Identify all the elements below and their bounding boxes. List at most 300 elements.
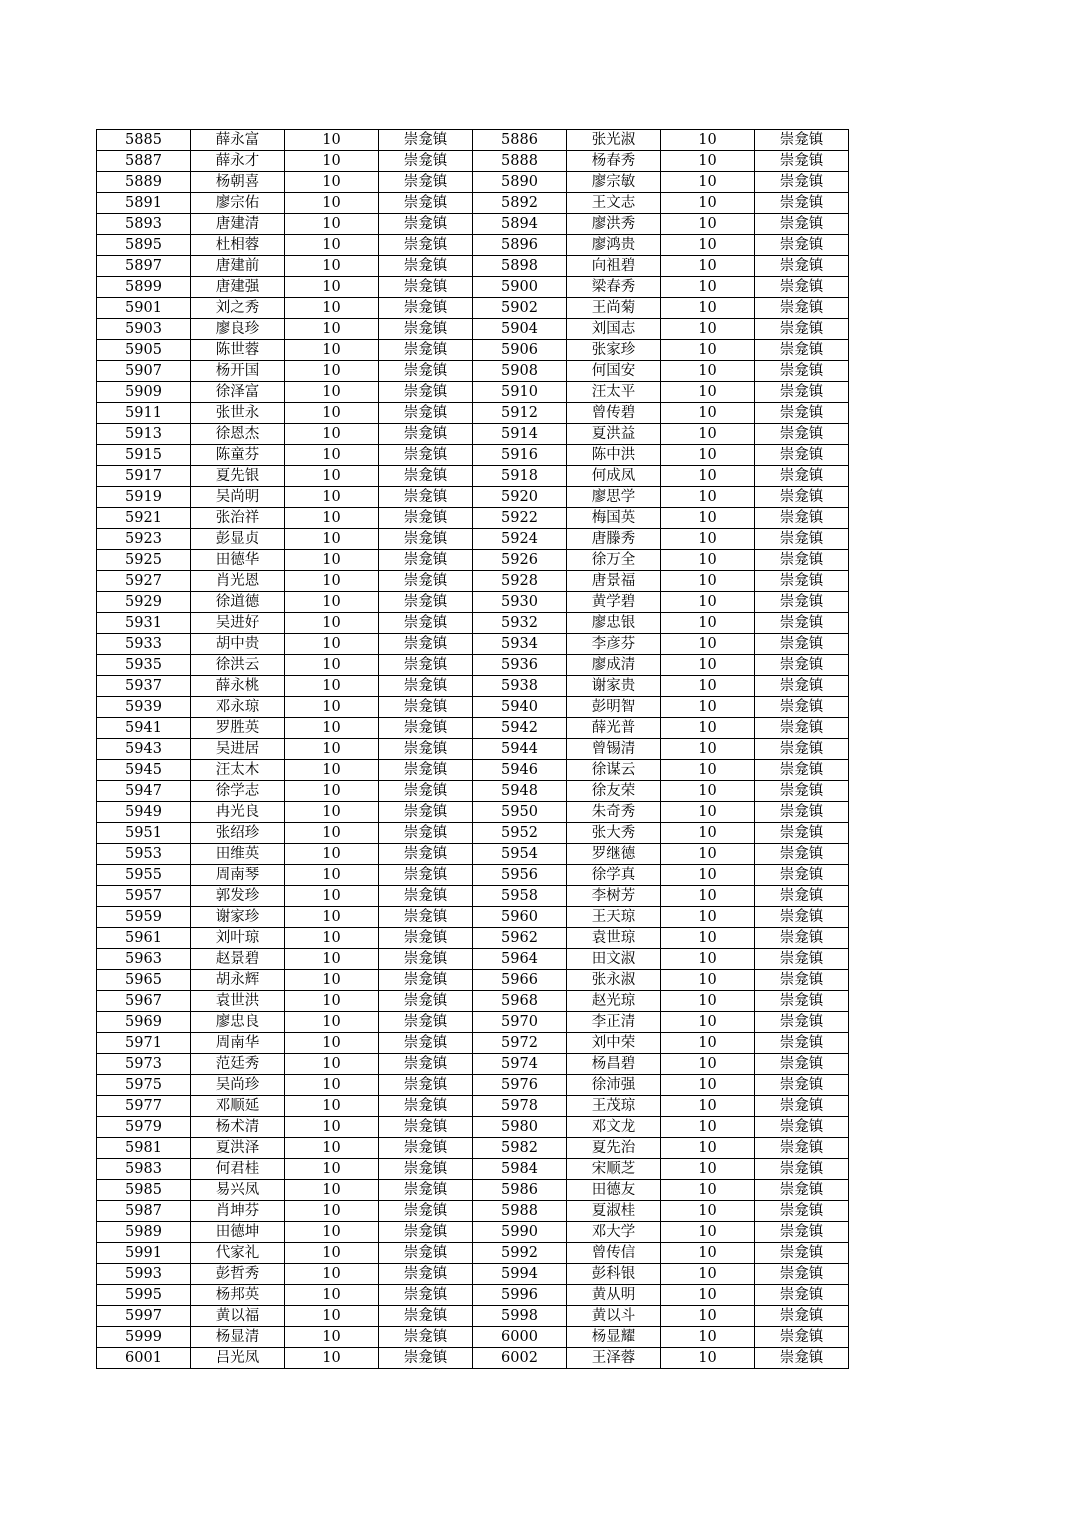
- right-town-cell: 崇龛镇: [755, 1117, 849, 1138]
- left-record-number-cell: 5927: [97, 571, 191, 592]
- left-amount-cell: 10: [285, 571, 379, 592]
- left-amount-cell: 10: [285, 739, 379, 760]
- right-amount-cell: 10: [661, 1117, 755, 1138]
- right-record-number-cell: 6002: [473, 1348, 567, 1369]
- right-amount-cell: 10: [661, 130, 755, 151]
- left-amount-cell: 10: [285, 928, 379, 949]
- right-record-number-cell: 5910: [473, 382, 567, 403]
- left-amount-cell: 10: [285, 634, 379, 655]
- left-town-cell: 崇龛镇: [379, 571, 473, 592]
- left-town-cell: 崇龛镇: [379, 886, 473, 907]
- table-row: [97, 1117, 849, 1138]
- left-person-name-cell: 邓顺延: [191, 1096, 285, 1117]
- right-town-cell: 崇龛镇: [755, 298, 849, 319]
- left-record-number-cell: 5957: [97, 886, 191, 907]
- left-town-cell: 崇龛镇: [379, 1264, 473, 1285]
- right-amount-cell: 10: [661, 865, 755, 886]
- right-person-name-cell: 李正清: [567, 1012, 661, 1033]
- table-row: [97, 235, 849, 256]
- left-town-cell: 崇龛镇: [379, 1243, 473, 1264]
- right-person-name-cell: 陈中洪: [567, 445, 661, 466]
- right-town-cell: 崇龛镇: [755, 1222, 849, 1243]
- table-row: [97, 172, 849, 193]
- right-person-name-cell: 徐沛强: [567, 1075, 661, 1096]
- right-town-cell: 崇龛镇: [755, 361, 849, 382]
- table-row: [97, 1180, 849, 1201]
- left-amount-cell: 10: [285, 424, 379, 445]
- right-person-name-cell: 廖忠银: [567, 613, 661, 634]
- right-amount-cell: 10: [661, 1348, 755, 1369]
- right-record-number-cell: 5888: [473, 151, 567, 172]
- table-row: [97, 1348, 849, 1369]
- left-record-number-cell: 5995: [97, 1285, 191, 1306]
- left-amount-cell: 10: [285, 1285, 379, 1306]
- left-amount-cell: 10: [285, 949, 379, 970]
- left-person-name-cell: 黄以福: [191, 1306, 285, 1327]
- left-record-number-cell: 5905: [97, 340, 191, 361]
- left-amount-cell: 10: [285, 844, 379, 865]
- right-amount-cell: 10: [661, 424, 755, 445]
- table-row: [97, 760, 849, 781]
- left-person-name-cell: 代家礼: [191, 1243, 285, 1264]
- left-amount-cell: 10: [285, 1054, 379, 1075]
- left-amount-cell: 10: [285, 550, 379, 571]
- right-amount-cell: 10: [661, 1264, 755, 1285]
- table-row: [97, 445, 849, 466]
- table-row: [97, 1201, 849, 1222]
- right-amount-cell: 10: [661, 1306, 755, 1327]
- left-record-number-cell: 5925: [97, 550, 191, 571]
- left-town-cell: 崇龛镇: [379, 991, 473, 1012]
- left-amount-cell: 10: [285, 130, 379, 151]
- right-town-cell: 崇龛镇: [755, 970, 849, 991]
- table-row: [97, 151, 849, 172]
- left-amount-cell: 10: [285, 529, 379, 550]
- right-person-name-cell: 何成凤: [567, 466, 661, 487]
- left-town-cell: 崇龛镇: [379, 151, 473, 172]
- left-amount-cell: 10: [285, 193, 379, 214]
- table-row: [97, 1096, 849, 1117]
- right-amount-cell: 10: [661, 529, 755, 550]
- table-row: [97, 277, 849, 298]
- right-town-cell: 崇龛镇: [755, 1243, 849, 1264]
- right-record-number-cell: 5900: [473, 277, 567, 298]
- right-amount-cell: 10: [661, 382, 755, 403]
- right-record-number-cell: 5920: [473, 487, 567, 508]
- table-row: [97, 970, 849, 991]
- left-amount-cell: 10: [285, 718, 379, 739]
- left-record-number-cell: 5969: [97, 1012, 191, 1033]
- left-person-name-cell: 肖光恩: [191, 571, 285, 592]
- right-amount-cell: 10: [661, 550, 755, 571]
- right-amount-cell: 10: [661, 1201, 755, 1222]
- left-town-cell: 崇龛镇: [379, 697, 473, 718]
- left-record-number-cell: 5967: [97, 991, 191, 1012]
- left-amount-cell: 10: [285, 1180, 379, 1201]
- right-town-cell: 崇龛镇: [755, 1012, 849, 1033]
- table-row: [97, 949, 849, 970]
- right-person-name-cell: 谢家贵: [567, 676, 661, 697]
- left-person-name-cell: 肖坤芬: [191, 1201, 285, 1222]
- left-town-cell: 崇龛镇: [379, 193, 473, 214]
- table-row: [97, 655, 849, 676]
- right-person-name-cell: 张家珍: [567, 340, 661, 361]
- right-record-number-cell: 5974: [473, 1054, 567, 1075]
- right-record-number-cell: 5952: [473, 823, 567, 844]
- left-town-cell: 崇龛镇: [379, 1222, 473, 1243]
- left-town-cell: 崇龛镇: [379, 466, 473, 487]
- right-amount-cell: 10: [661, 1180, 755, 1201]
- right-person-name-cell: 唐景福: [567, 571, 661, 592]
- right-amount-cell: 10: [661, 802, 755, 823]
- right-amount-cell: 10: [661, 1285, 755, 1306]
- table-row: [97, 214, 849, 235]
- right-record-number-cell: 5928: [473, 571, 567, 592]
- right-person-name-cell: 黄从明: [567, 1285, 661, 1306]
- right-town-cell: 崇龛镇: [755, 991, 849, 1012]
- left-amount-cell: 10: [285, 1159, 379, 1180]
- left-town-cell: 崇龛镇: [379, 508, 473, 529]
- right-record-number-cell: 5924: [473, 529, 567, 550]
- right-town-cell: 崇龛镇: [755, 1054, 849, 1075]
- right-person-name-cell: 向祖碧: [567, 256, 661, 277]
- right-person-name-cell: 黄以斗: [567, 1306, 661, 1327]
- right-amount-cell: 10: [661, 487, 755, 508]
- left-person-name-cell: 杨显清: [191, 1327, 285, 1348]
- left-person-name-cell: 范廷秀: [191, 1054, 285, 1075]
- right-town-cell: 崇龛镇: [755, 802, 849, 823]
- left-record-number-cell: 5893: [97, 214, 191, 235]
- right-record-number-cell: 5970: [473, 1012, 567, 1033]
- left-town-cell: 崇龛镇: [379, 235, 473, 256]
- table-row: [97, 718, 849, 739]
- right-amount-cell: 10: [661, 1054, 755, 1075]
- right-record-number-cell: 5912: [473, 403, 567, 424]
- right-town-cell: 崇龛镇: [755, 1138, 849, 1159]
- right-record-number-cell: 5966: [473, 970, 567, 991]
- left-town-cell: 崇龛镇: [379, 739, 473, 760]
- left-town-cell: 崇龛镇: [379, 781, 473, 802]
- right-amount-cell: 10: [661, 172, 755, 193]
- right-record-number-cell: 5932: [473, 613, 567, 634]
- right-person-name-cell: 梅国英: [567, 508, 661, 529]
- left-person-name-cell: 郭发珍: [191, 886, 285, 907]
- left-person-name-cell: 田德坤: [191, 1222, 285, 1243]
- right-record-number-cell: 5994: [473, 1264, 567, 1285]
- table-row: [97, 550, 849, 571]
- right-town-cell: 崇龛镇: [755, 571, 849, 592]
- left-person-name-cell: 胡中贵: [191, 634, 285, 655]
- right-amount-cell: 10: [661, 445, 755, 466]
- right-amount-cell: 10: [661, 907, 755, 928]
- table-row: [97, 802, 849, 823]
- right-record-number-cell: 5926: [473, 550, 567, 571]
- left-town-cell: 崇龛镇: [379, 823, 473, 844]
- right-record-number-cell: 5990: [473, 1222, 567, 1243]
- right-town-cell: 崇龛镇: [755, 1075, 849, 1096]
- right-town-cell: 崇龛镇: [755, 1201, 849, 1222]
- left-person-name-cell: 易兴凤: [191, 1180, 285, 1201]
- left-record-number-cell: 5947: [97, 781, 191, 802]
- right-record-number-cell: 5958: [473, 886, 567, 907]
- right-town-cell: 崇龛镇: [755, 487, 849, 508]
- right-person-name-cell: 袁世琼: [567, 928, 661, 949]
- left-amount-cell: 10: [285, 1348, 379, 1369]
- right-record-number-cell: 5938: [473, 676, 567, 697]
- left-town-cell: 崇龛镇: [379, 445, 473, 466]
- left-town-cell: 崇龛镇: [379, 1327, 473, 1348]
- right-person-name-cell: 曾锡清: [567, 739, 661, 760]
- table-row: [97, 886, 849, 907]
- right-town-cell: 崇龛镇: [755, 1285, 849, 1306]
- right-amount-cell: 10: [661, 151, 755, 172]
- right-amount-cell: 10: [661, 571, 755, 592]
- right-town-cell: 崇龛镇: [755, 340, 849, 361]
- left-record-number-cell: 5887: [97, 151, 191, 172]
- left-person-name-cell: 彭哲秀: [191, 1264, 285, 1285]
- left-record-number-cell: 5953: [97, 844, 191, 865]
- left-record-number-cell: 5997: [97, 1306, 191, 1327]
- left-town-cell: 崇龛镇: [379, 529, 473, 550]
- left-person-name-cell: 杨开国: [191, 361, 285, 382]
- right-amount-cell: 10: [661, 403, 755, 424]
- left-amount-cell: 10: [285, 1096, 379, 1117]
- left-town-cell: 崇龛镇: [379, 1348, 473, 1369]
- left-town-cell: 崇龛镇: [379, 1012, 473, 1033]
- right-town-cell: 崇龛镇: [755, 739, 849, 760]
- right-person-name-cell: 夏先治: [567, 1138, 661, 1159]
- left-town-cell: 崇龛镇: [379, 592, 473, 613]
- right-record-number-cell: 5914: [473, 424, 567, 445]
- left-town-cell: 崇龛镇: [379, 1159, 473, 1180]
- left-amount-cell: 10: [285, 991, 379, 1012]
- left-amount-cell: 10: [285, 172, 379, 193]
- right-record-number-cell: 5976: [473, 1075, 567, 1096]
- left-amount-cell: 10: [285, 445, 379, 466]
- left-town-cell: 崇龛镇: [379, 1306, 473, 1327]
- right-amount-cell: 10: [661, 1243, 755, 1264]
- right-amount-cell: 10: [661, 1222, 755, 1243]
- right-amount-cell: 10: [661, 592, 755, 613]
- right-record-number-cell: 5964: [473, 949, 567, 970]
- right-record-number-cell: 5918: [473, 466, 567, 487]
- right-person-name-cell: 杨昌碧: [567, 1054, 661, 1075]
- left-town-cell: 崇龛镇: [379, 277, 473, 298]
- left-amount-cell: 10: [285, 1117, 379, 1138]
- left-person-name-cell: 周南琴: [191, 865, 285, 886]
- right-amount-cell: 10: [661, 613, 755, 634]
- right-town-cell: 崇龛镇: [755, 172, 849, 193]
- left-town-cell: 崇龛镇: [379, 634, 473, 655]
- left-record-number-cell: 5895: [97, 235, 191, 256]
- right-person-name-cell: 赵光琼: [567, 991, 661, 1012]
- table-row: [97, 592, 849, 613]
- left-person-name-cell: 周南华: [191, 1033, 285, 1054]
- left-town-cell: 崇龛镇: [379, 718, 473, 739]
- left-amount-cell: 10: [285, 1201, 379, 1222]
- right-town-cell: 崇龛镇: [755, 529, 849, 550]
- left-record-number-cell: 5929: [97, 592, 191, 613]
- table-row: [97, 697, 849, 718]
- right-amount-cell: 10: [661, 466, 755, 487]
- right-person-name-cell: 张永淑: [567, 970, 661, 991]
- left-record-number-cell: 5899: [97, 277, 191, 298]
- right-person-name-cell: 廖成清: [567, 655, 661, 676]
- right-town-cell: 崇龛镇: [755, 592, 849, 613]
- right-person-name-cell: 田德友: [567, 1180, 661, 1201]
- left-record-number-cell: 5983: [97, 1159, 191, 1180]
- left-person-name-cell: 陈童芬: [191, 445, 285, 466]
- left-person-name-cell: 刘之秀: [191, 298, 285, 319]
- right-town-cell: 崇龛镇: [755, 1327, 849, 1348]
- left-town-cell: 崇龛镇: [379, 214, 473, 235]
- left-amount-cell: 10: [285, 508, 379, 529]
- left-record-number-cell: 6001: [97, 1348, 191, 1369]
- left-town-cell: 崇龛镇: [379, 319, 473, 340]
- left-amount-cell: 10: [285, 1138, 379, 1159]
- right-person-name-cell: 徐万全: [567, 550, 661, 571]
- left-record-number-cell: 5891: [97, 193, 191, 214]
- right-amount-cell: 10: [661, 697, 755, 718]
- table-row: [97, 508, 849, 529]
- left-person-name-cell: 杨术清: [191, 1117, 285, 1138]
- right-town-cell: 崇龛镇: [755, 424, 849, 445]
- left-person-name-cell: 张世永: [191, 403, 285, 424]
- right-person-name-cell: 彭明智: [567, 697, 661, 718]
- left-amount-cell: 10: [285, 487, 379, 508]
- left-record-number-cell: 5919: [97, 487, 191, 508]
- right-record-number-cell: 5930: [473, 592, 567, 613]
- left-person-name-cell: 张治祥: [191, 508, 285, 529]
- right-town-cell: 崇龛镇: [755, 613, 849, 634]
- left-town-cell: 崇龛镇: [379, 1117, 473, 1138]
- right-amount-cell: 10: [661, 634, 755, 655]
- right-person-name-cell: 张大秀: [567, 823, 661, 844]
- left-town-cell: 崇龛镇: [379, 970, 473, 991]
- right-person-name-cell: 廖宗敏: [567, 172, 661, 193]
- left-person-name-cell: 廖宗佑: [191, 193, 285, 214]
- left-person-name-cell: 吴尚明: [191, 487, 285, 508]
- left-record-number-cell: 5935: [97, 655, 191, 676]
- right-record-number-cell: 5996: [473, 1285, 567, 1306]
- left-town-cell: 崇龛镇: [379, 949, 473, 970]
- right-person-name-cell: 薛光普: [567, 718, 661, 739]
- left-person-name-cell: 徐泽富: [191, 382, 285, 403]
- right-record-number-cell: 5896: [473, 235, 567, 256]
- left-person-name-cell: 薛永富: [191, 130, 285, 151]
- right-town-cell: 崇龛镇: [755, 1264, 849, 1285]
- table-row: [97, 676, 849, 697]
- table-row: [97, 361, 849, 382]
- left-town-cell: 崇龛镇: [379, 1285, 473, 1306]
- right-person-name-cell: 刘中荣: [567, 1033, 661, 1054]
- table-row: [97, 1054, 849, 1075]
- left-record-number-cell: 5975: [97, 1075, 191, 1096]
- right-amount-cell: 10: [661, 256, 755, 277]
- left-record-number-cell: 5979: [97, 1117, 191, 1138]
- right-amount-cell: 10: [661, 760, 755, 781]
- right-record-number-cell: 5942: [473, 718, 567, 739]
- right-record-number-cell: 5978: [473, 1096, 567, 1117]
- right-record-number-cell: 5950: [473, 802, 567, 823]
- left-amount-cell: 10: [285, 823, 379, 844]
- right-amount-cell: 10: [661, 949, 755, 970]
- right-town-cell: 崇龛镇: [755, 277, 849, 298]
- left-town-cell: 崇龛镇: [379, 172, 473, 193]
- left-person-name-cell: 夏洪泽: [191, 1138, 285, 1159]
- table-row: [97, 340, 849, 361]
- table-row: [97, 382, 849, 403]
- left-town-cell: 崇龛镇: [379, 340, 473, 361]
- left-town-cell: 崇龛镇: [379, 298, 473, 319]
- left-person-name-cell: 胡永辉: [191, 970, 285, 991]
- right-record-number-cell: 5992: [473, 1243, 567, 1264]
- table-row: [97, 1012, 849, 1033]
- right-record-number-cell: 5972: [473, 1033, 567, 1054]
- right-record-number-cell: 5916: [473, 445, 567, 466]
- left-amount-cell: 10: [285, 1012, 379, 1033]
- left-town-cell: 崇龛镇: [379, 676, 473, 697]
- right-person-name-cell: 王文志: [567, 193, 661, 214]
- left-person-name-cell: 吴进好: [191, 613, 285, 634]
- right-amount-cell: 10: [661, 340, 755, 361]
- left-person-name-cell: 薛永桃: [191, 676, 285, 697]
- left-amount-cell: 10: [285, 886, 379, 907]
- table-row: [97, 634, 849, 655]
- right-amount-cell: 10: [661, 319, 755, 340]
- right-town-cell: 崇龛镇: [755, 151, 849, 172]
- left-record-number-cell: 5911: [97, 403, 191, 424]
- right-person-name-cell: 徐谋云: [567, 760, 661, 781]
- right-town-cell: 崇龛镇: [755, 1180, 849, 1201]
- left-amount-cell: 10: [285, 403, 379, 424]
- right-amount-cell: 10: [661, 1033, 755, 1054]
- left-amount-cell: 10: [285, 235, 379, 256]
- right-town-cell: 崇龛镇: [755, 823, 849, 844]
- right-amount-cell: 10: [661, 970, 755, 991]
- right-amount-cell: 10: [661, 928, 755, 949]
- right-amount-cell: 10: [661, 991, 755, 1012]
- right-town-cell: 崇龛镇: [755, 445, 849, 466]
- right-record-number-cell: 5986: [473, 1180, 567, 1201]
- right-person-name-cell: 黄学碧: [567, 592, 661, 613]
- left-person-name-cell: 杨邦英: [191, 1285, 285, 1306]
- right-record-number-cell: 5984: [473, 1159, 567, 1180]
- right-record-number-cell: 5894: [473, 214, 567, 235]
- left-person-name-cell: 冉光良: [191, 802, 285, 823]
- left-town-cell: 崇龛镇: [379, 655, 473, 676]
- left-record-number-cell: 5915: [97, 445, 191, 466]
- left-person-name-cell: 赵景碧: [191, 949, 285, 970]
- left-amount-cell: 10: [285, 865, 379, 886]
- right-record-number-cell: 5934: [473, 634, 567, 655]
- left-amount-cell: 10: [285, 970, 379, 991]
- left-person-name-cell: 夏先银: [191, 466, 285, 487]
- left-amount-cell: 10: [285, 760, 379, 781]
- right-town-cell: 崇龛镇: [755, 760, 849, 781]
- left-record-number-cell: 5949: [97, 802, 191, 823]
- right-record-number-cell: 5982: [473, 1138, 567, 1159]
- left-record-number-cell: 5939: [97, 697, 191, 718]
- left-person-name-cell: 田德华: [191, 550, 285, 571]
- left-person-name-cell: 唐建前: [191, 256, 285, 277]
- left-record-number-cell: 5981: [97, 1138, 191, 1159]
- left-record-number-cell: 5931: [97, 613, 191, 634]
- left-amount-cell: 10: [285, 592, 379, 613]
- right-record-number-cell: 5922: [473, 508, 567, 529]
- right-record-number-cell: 5948: [473, 781, 567, 802]
- right-person-name-cell: 何国安: [567, 361, 661, 382]
